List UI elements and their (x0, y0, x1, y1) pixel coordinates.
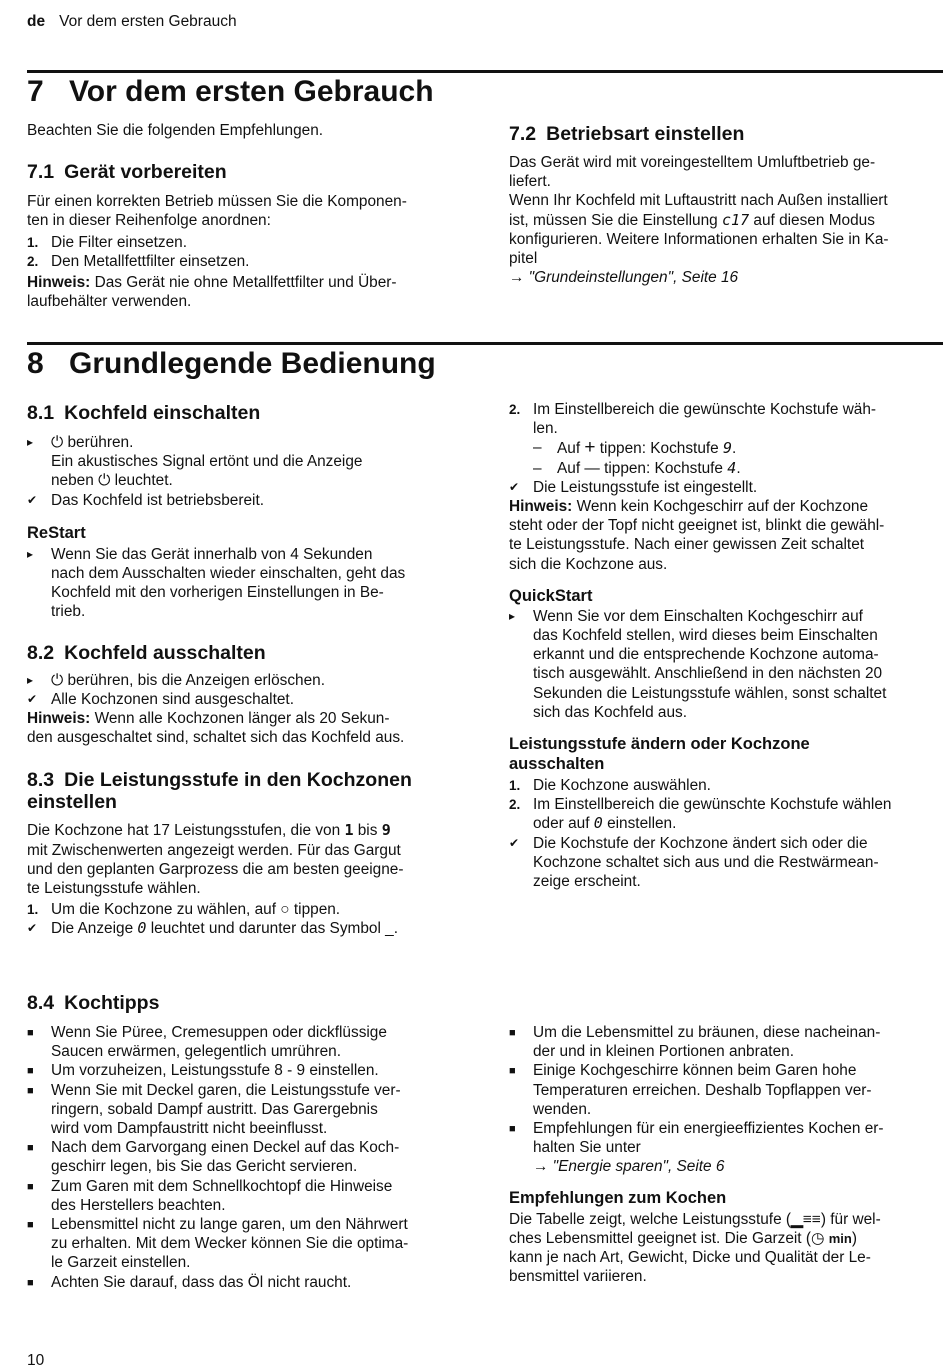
square-bullet-icon: ■ (509, 1065, 516, 1078)
change-level-heading (509, 734, 945, 774)
note-text: Wenn alle Kochzonen länger als 20 Sekun- (94, 710, 390, 728)
section-7-1-text-line: ten in dieser Reihenfolge anordnen: (27, 212, 271, 230)
text-part: ) für wel- (820, 1210, 881, 1228)
step-triangle-icon: ▸ (27, 435, 34, 449)
chapter-7-title: Vor dem ersten Gebrauch (69, 75, 434, 108)
note-label: Hinweis: (27, 710, 91, 728)
power-icon: ⏻ (51, 434, 64, 451)
text-line: kann je nach Art, Gewicht, Dicke und Qualität der Le- (509, 1249, 871, 1267)
step-text: Auf (557, 459, 581, 477)
result-text: leuchtet und darunter das Symbol (150, 920, 381, 938)
power-level-icon: ▁≡≡ (791, 1210, 821, 1228)
list-item (509, 795, 945, 814)
step-number: 1. (27, 234, 39, 250)
list-item-continued (27, 452, 472, 471)
section-8-3-heading (27, 769, 472, 813)
square-bullet-icon: ■ (27, 1219, 34, 1232)
note-line: sich die Kochzone aus. (509, 555, 668, 573)
result-text: Die Kochstufe der Kochzone ändert sich oder die (533, 834, 868, 852)
bullet-item (27, 1177, 472, 1196)
arrow-right-icon: → (509, 269, 525, 287)
text-line: te Leistungsstufe wählen. (27, 880, 201, 898)
bullet-text: Um die Lebensmittel zu bräunen, diese nacheinan- (533, 1024, 881, 1041)
step-text: Wenn Sie vor dem Einschalten Kochgeschirr auf (533, 607, 863, 625)
result-text: Das Kochfeld ist betriebsbereit. (51, 491, 265, 509)
list-item (509, 400, 945, 419)
step-text: Den Metallfettfilter einsetzen. (51, 252, 250, 270)
display-code: 4 (727, 458, 737, 477)
step-number: 2. (509, 797, 521, 813)
bullet-item-continued (27, 1253, 472, 1272)
list-item (27, 545, 472, 564)
square-bullet-icon: ■ (27, 1065, 34, 1078)
chapter-8-heading (27, 346, 436, 382)
section-8-1-title: Kochfeld einschalten (64, 402, 261, 424)
section-8-2-title: Kochfeld ausschalten (64, 641, 266, 664)
heading-line: Leistungsstufe ändern oder Kochzone (509, 735, 810, 754)
bullet-text: wird vom Dampfaustritt nicht beeinflusst. (51, 1120, 328, 1138)
text-line (27, 821, 472, 840)
section-8-2-heading (27, 642, 472, 664)
text-line (509, 211, 945, 230)
section-7-2-number: 7.2 (509, 123, 537, 145)
note-line: steht oder der Topf nicht geeignet ist, blinkt die gewähl- (509, 517, 885, 535)
note-line: den ausgeschaltet sind, schaltet sich das Kochfeld aus. (27, 729, 405, 747)
chapter-7-right-column (509, 121, 945, 287)
step-text: Wenn Sie das Gerät innerhalb von 4 Sekunden (51, 545, 373, 563)
clock-icon: ◷ (810, 1229, 825, 1247)
step-triangle-icon: ▸ (509, 608, 516, 623)
text-line: und den geplanten Garprozess die am besten geeigne- (27, 860, 404, 878)
step-text: Im Einstellbereich die gewünschte Kochstufe wählen (533, 796, 892, 814)
chapter-7-left-column (27, 121, 467, 311)
bullet-text: Saucen erwärmen, gelegentlich umrühren. (51, 1043, 342, 1061)
bullet-text: Um vorzuheizen, Leistungsstufe 8 - 9 einstellen. (51, 1062, 379, 1080)
text-part: auf diesen Modus (753, 211, 875, 229)
bullet-item (27, 1138, 472, 1157)
tips-right-column (509, 1023, 945, 1286)
bullet-item (509, 1119, 945, 1138)
recommendations-heading: Empfehlungen zum Kochen (509, 1188, 727, 1207)
page-number: 10 (27, 1352, 45, 1369)
step-text: Die Kochzone auswählen. (533, 777, 711, 795)
sub-list-item: – Auf — tippen: Kochstufe 4. (533, 458, 741, 477)
list-item-continued: nach dem Ausschalten wieder einschalten, geht das (51, 565, 406, 583)
section-8-4-number: 8.4 (27, 992, 55, 1014)
text-line (509, 1210, 945, 1229)
square-bullet-icon: ■ (27, 1142, 34, 1155)
bullet-text: Wenn Sie Püree, Cremesuppen oder dickflüssige (51, 1024, 387, 1041)
section-7-2-heading (509, 123, 945, 145)
result-text: Die Leistungsstufe ist eingestellt. (533, 478, 758, 496)
power-icon: ⏻ (51, 671, 64, 689)
section-7-1-number: 7.1 (27, 161, 55, 184)
bullet-item-continued (509, 1042, 945, 1061)
list-item (27, 690, 472, 709)
display-digit: 1 (344, 821, 354, 840)
minus-icon: — (584, 459, 600, 477)
result-text: Alle Kochzonen sind ausgeschaltet. (51, 690, 294, 708)
chapter-7-number: 7 (27, 75, 44, 108)
step-text: oder auf (533, 815, 590, 833)
bullet-item (27, 1215, 472, 1234)
bullet-text: le Garzeit einstellen. (51, 1254, 191, 1272)
restart-heading: ReStart (27, 523, 86, 542)
list-item (509, 834, 945, 853)
bullet-text: Temperaturen erreichen. Deshalb Topflappen ver- (533, 1081, 872, 1099)
list-item-continued: zeige erscheint. (533, 873, 641, 891)
checkmark-icon: ✔ (509, 835, 520, 850)
chapter-7-rule (27, 70, 943, 73)
display-code: c17 (722, 210, 750, 229)
list-item-continued (509, 814, 945, 833)
text-part: Die Kochzone hat 17 Leistungsstufen, die von (27, 822, 341, 840)
bullet-item (27, 1061, 472, 1080)
checkmark-icon: ✔ (509, 479, 520, 494)
step-text: berühren. (67, 434, 134, 451)
section-7-1-heading (27, 161, 467, 183)
section-7-1-text-line: Für einen korrekten Betrieb müssen Sie die Komponen- (27, 193, 407, 211)
list-item-continued: das Kochfeld stellen, wird dieses beim Einschalten (533, 627, 878, 645)
circle-icon: ○ (280, 901, 290, 919)
list-item-continued: erkannt und die entsprechende Kochzone automa- (533, 646, 879, 664)
step-triangle-icon: ▸ (27, 672, 34, 687)
sub-list-item: – Auf + tippen: Kochstufe 9. (533, 437, 737, 459)
dash-icon: – (533, 459, 542, 477)
plus-icon: + (584, 437, 596, 459)
display-code: 0 (137, 919, 147, 938)
arrow-right-icon: → (533, 1158, 549, 1176)
bullet-item (27, 1273, 472, 1292)
step-triangle-icon: ▸ (27, 546, 34, 561)
step-text: tippen. (293, 901, 341, 919)
step-text: Im Einstellbereich die gewünschte Kochstufe wäh- (533, 401, 877, 418)
step-text: Auf (557, 440, 581, 458)
square-bullet-icon: ■ (27, 1084, 34, 1097)
section-8-3-number: 8.3 (27, 769, 55, 792)
section-8-3-title: einstellen (27, 791, 117, 814)
section-8-2-number: 8.2 (27, 641, 55, 664)
chapter-8-rule (27, 342, 943, 345)
text-part: ist, müssen Sie die Einstellung (509, 211, 718, 229)
text-part: Die Tabelle zeigt, welche Leistungsstufe ( (509, 1210, 792, 1228)
note-line: laufbehälter verwenden. (27, 293, 192, 311)
step-text: Die Filter einsetzen. (51, 233, 188, 251)
bullet-text: Wenn Sie mit Deckel garen, die Leistungsstufe ver- (51, 1081, 401, 1099)
text-line: Wenn Ihr Kochfeld mit Luftaustritt nach Außen installiert (509, 192, 888, 210)
chapter-7-heading (27, 74, 434, 110)
language-code: de (27, 13, 46, 30)
list-item (27, 900, 472, 919)
bullet-item-continued (27, 1100, 472, 1119)
square-bullet-icon: ■ (509, 1123, 516, 1136)
list-item-continued (27, 471, 472, 490)
heading-line: ausschalten (509, 755, 605, 774)
text-line: pitel (509, 250, 538, 268)
note-label: Hinweis: (509, 498, 573, 516)
section-8-1-number: 8.1 (27, 402, 55, 424)
step-number: 1. (27, 902, 39, 918)
unit-min: min (828, 1230, 852, 1246)
list-item (27, 491, 472, 510)
text-line: Das Gerät wird mit voreingestelltem Umluftbetrieb ge- (509, 154, 876, 171)
list-item-continued: Kochzone schaltet sich aus und die Restwärmean- (533, 853, 879, 871)
tips-right-list (509, 1023, 945, 1157)
list-item (509, 607, 945, 626)
note-line: te Leistungsstufe. Nach einer gewissen Zeit schaltet (509, 536, 865, 554)
running-header-title: Vor dem ersten Gebrauch (59, 13, 237, 30)
list-item-continued: len. (533, 420, 558, 438)
bullet-item-continued (509, 1138, 945, 1157)
bullet-item-continued (27, 1196, 472, 1215)
checkmark-icon: ✔ (27, 691, 38, 706)
bullet-item (509, 1061, 945, 1080)
bullet-text: Nach dem Garvorgang einen Deckel auf das Koch- (51, 1139, 400, 1157)
section-8-4-heading (27, 992, 159, 1014)
list-item (27, 671, 472, 690)
text-part: bis (357, 822, 378, 840)
bullet-text: wenden. (533, 1100, 592, 1118)
step-text: Ein akustisches Signal ertönt und die Anzeige (51, 453, 363, 471)
underscore-symbol-icon: _. (385, 920, 399, 938)
chapter-8-right-column (509, 400, 945, 891)
text-part: ) (851, 1229, 857, 1247)
square-bullet-icon: ■ (27, 1276, 34, 1289)
bullet-item-continued (27, 1042, 472, 1061)
step-text: tippen: Kochstufe (599, 440, 719, 458)
bullet-text: Einige Kochgeschirre können beim Garen hohe (533, 1062, 857, 1080)
section-8-4-title: Kochtipps (64, 992, 160, 1014)
chapter-8-left-column (27, 402, 472, 939)
section-8-1-heading (27, 402, 472, 424)
list-item-continued: trieb. (51, 603, 86, 621)
bullet-item-continued (27, 1119, 472, 1138)
note-label: Hinweis: (27, 274, 91, 292)
list-item-continued: Kochfeld mit den vorherigen Einstellungen in Be- (51, 584, 384, 602)
bullet-text: Zum Garen mit dem Schnellkochtopf die Hinweise (51, 1177, 393, 1195)
bullet-item-continued (27, 1234, 472, 1253)
display-digit: 9 (381, 821, 391, 840)
tips-left-column (27, 1023, 472, 1292)
checkmark-icon: ✔ (27, 492, 38, 507)
bullet-text: ringern, sobald Dampf austritt. Das Garergebnis (51, 1100, 378, 1118)
note-line (27, 273, 467, 292)
bullet-text: des Herstellers beachten. (51, 1196, 226, 1214)
display-code: 0 (593, 814, 603, 833)
list-item-continued: Sekunden die Leistungsstufe wählen, sonst schaltet (533, 684, 887, 702)
square-bullet-icon: ■ (509, 1027, 516, 1039)
note-line (27, 709, 472, 728)
list-item-continued: sich das Kochfeld aus. (533, 703, 687, 721)
checkmark-icon: ✔ (27, 921, 38, 936)
step-text: einstellen. (607, 815, 677, 833)
result-text: Die Anzeige (51, 920, 134, 938)
bullet-text: Lebensmittel nicht zu lange garen, um den Nährwert (51, 1216, 408, 1234)
list-item (27, 919, 472, 938)
step-text: berühren, bis die Anzeigen erlöschen. (67, 671, 326, 689)
chapter-7-intro: Beachten Sie die folgenden Empfehlungen. (27, 122, 324, 139)
bullet-text: geschirr legen, bis Sie das Gericht servieren. (51, 1158, 358, 1176)
dash-icon: – (533, 439, 542, 457)
note-line (509, 497, 945, 516)
step-text: leuchtet. (114, 472, 173, 490)
text-line: mit Zwischenwerten angezeigt werden. Für das Gargut (27, 841, 401, 859)
step-text: Um die Kochzone zu wählen, auf (51, 901, 277, 919)
chapter-8-title: Grundlegende Bedienung (69, 347, 436, 380)
section-7-2-title: Betriebsart einstellen (546, 123, 745, 145)
step-text: neben (51, 472, 94, 490)
text-part: ches Lebensmittel geeignet ist. Die Garzeit ( (509, 1229, 811, 1247)
bullet-text: Empfehlungen für ein energieeffizientes Kochen er- (533, 1120, 884, 1138)
bullet-text: Achten Sie darauf, dass das Öl nicht raucht. (51, 1273, 352, 1291)
bullet-item-continued (509, 1081, 945, 1100)
list-item (27, 252, 467, 271)
list-item-continued (509, 1157, 945, 1176)
bullet-item-continued (509, 1100, 945, 1119)
cross-reference-line (509, 268, 945, 287)
text-line: bensmittel variieren. (509, 1268, 647, 1286)
note-text: Wenn kein Kochgeschirr auf der Kochzone (576, 498, 869, 516)
bullet-item (27, 1081, 472, 1100)
step-number: 2. (27, 253, 39, 269)
text-line: konfigurieren. Weitere Informationen erhalten Sie in Ka- (509, 230, 889, 248)
display-code: 9 (723, 439, 733, 458)
bullet-item (27, 1023, 472, 1042)
bullet-item-continued (27, 1157, 472, 1176)
bullet-text: der und in kleinen Portionen anbraten. (533, 1043, 794, 1061)
note-text: Das Gerät nie ohne Metallfettfilter und Über- (94, 274, 397, 292)
running-header (27, 12, 237, 31)
cross-reference-link[interactable]: "Energie sparen", Seite 6 (552, 1158, 725, 1176)
power-icon: ⏻ (98, 472, 111, 490)
chapter-8-number: 8 (27, 347, 44, 380)
list-item (509, 478, 945, 497)
quickstart-heading: QuickStart (509, 586, 593, 605)
section-7-1-title: Gerät vorbereiten (64, 161, 227, 184)
step-number: 1. (509, 778, 521, 794)
bullet-text: zu erhalten. Mit dem Wecker können Sie die optima- (51, 1235, 409, 1253)
bullet-item (509, 1023, 945, 1042)
list-item (509, 776, 945, 795)
text-line: liefert. (509, 173, 551, 191)
square-bullet-icon: ■ (27, 1180, 34, 1193)
list-item (27, 233, 467, 252)
text-line (509, 1229, 945, 1248)
square-bullet-icon: ■ (27, 1027, 34, 1039)
list-item-continued: tisch ausgewählt. Anschließend in den nächsten 20 (533, 665, 883, 683)
step-number: 2. (509, 402, 521, 417)
bullet-text: halten Sie unter (533, 1139, 641, 1157)
cross-reference-link[interactable]: "Grundeinstellungen", Seite 16 (528, 269, 739, 287)
step-text: tippen: Kochstufe (604, 459, 723, 477)
list-item (27, 433, 472, 452)
section-8-3-title: Die Leistungsstufe in den Kochzonen (64, 769, 412, 792)
